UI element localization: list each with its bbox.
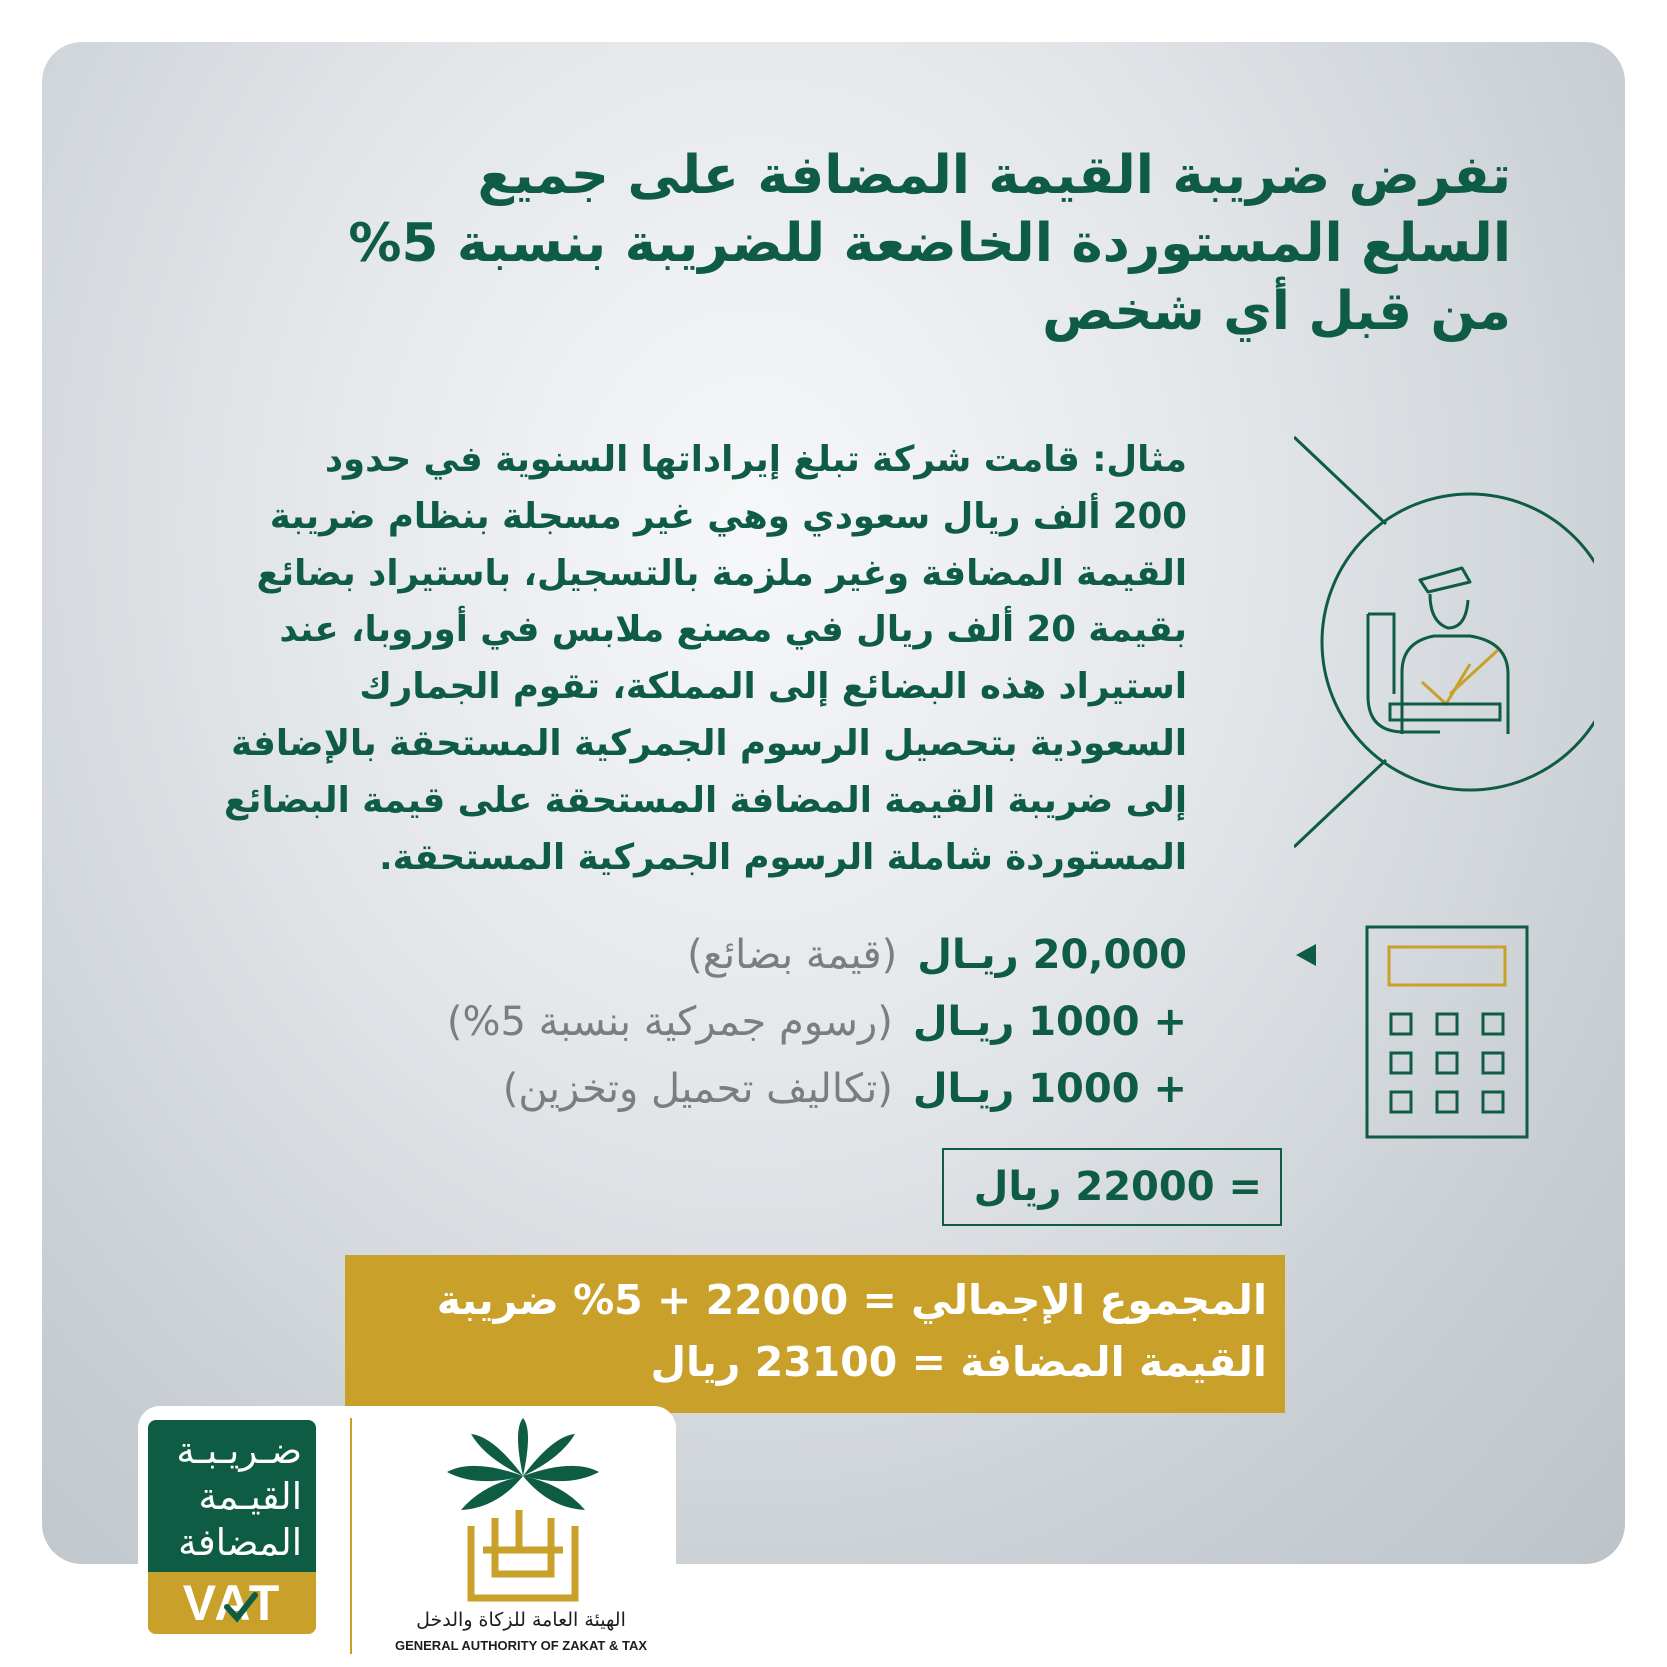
calculator-icon [1362,922,1532,1146]
calc-row-customs [446,999,1187,1045]
vat-ar-line: المضافة [178,1521,302,1564]
subtotal-box: = 22000 ريال [942,1148,1282,1226]
headline [111,142,1511,345]
vat-ar-line: القيـمة [198,1475,302,1518]
headline-line-2: السلع المستوردة الخاضعة للضريبة بنسبة 5% [348,212,1511,274]
customs-officer-icon [1294,432,1594,856]
example-line-3: القيمة المضافة وغير ملزمة بالتسجيل، باستيراد بضائع [256,552,1187,594]
example-line-4: بقيمة 20 ألف ريال في مصنع ملابس في أوروبا، عند [279,609,1187,651]
calc-amount: 20,000 ريـال [917,932,1187,978]
logo-panel [138,1406,676,1667]
calc-amount: + 1000 ريـال [912,1066,1187,1112]
authority-arabic-name: الهيئة العامة للزكاة والدخل [416,1609,626,1631]
vat-english-label: VAT [148,1572,316,1634]
example-paragraph [147,432,1187,886]
example-line-2: 200 ألف ريال سعودي وهي غير مسجلة بنظام ضريبة [269,495,1187,537]
vat-logo [148,1420,316,1634]
calc-row-goods [687,932,1187,978]
example-line-5: استيراد هذه البضائع إلى المملكة، تقوم الجمارك [359,666,1187,708]
logo-divider [350,1418,352,1654]
example-line-6: السعودية بتحصيل الرسوم الجمركية المستحقة بالإضافة [231,722,1187,764]
example-line-1: مثال: قامت شركة تبلغ إيراداتها السنوية في حدود [324,439,1187,480]
calc-note: (تكاليف تحميل وتخزين) [502,1066,893,1112]
total-line-2: القيمة المضافة = 23100 ريال [650,1338,1267,1386]
calc-note: (رسوم جمركية بنسبة 5%) [446,999,893,1045]
calc-amount: + 1000 ريـال [912,999,1187,1045]
headline-line-3: من قبل أي شخص [1042,280,1511,342]
calc-row-storage [502,1066,1187,1112]
authority-english-name: GENERAL AUTHORITY OF ZAKAT & TAX [394,1638,648,1653]
example-line-7: إلى ضريبة القيمة المضافة المستحقة على قيمة البضائع [223,779,1187,821]
headline-line-1: تفرض ضريبة القيمة المضافة على جميع [477,145,1511,206]
checkmark-icon [224,1590,258,1624]
palm-tree-icon [443,1418,603,1608]
example-line-8: المستوردة شاملة الرسوم الجمركية المستحقة. [379,836,1187,878]
calc-note: (قيمة بضائع) [687,932,898,978]
infographic-card [42,42,1625,1564]
vat-ar-line: ضـريـبـة [176,1429,302,1472]
total-banner [345,1255,1285,1413]
vat-arabic-name [148,1428,302,1566]
arrow-left-icon [1296,944,1316,966]
total-line-1: المجموع الإجمالي = 22000 + 5% ضريبة [436,1276,1267,1324]
